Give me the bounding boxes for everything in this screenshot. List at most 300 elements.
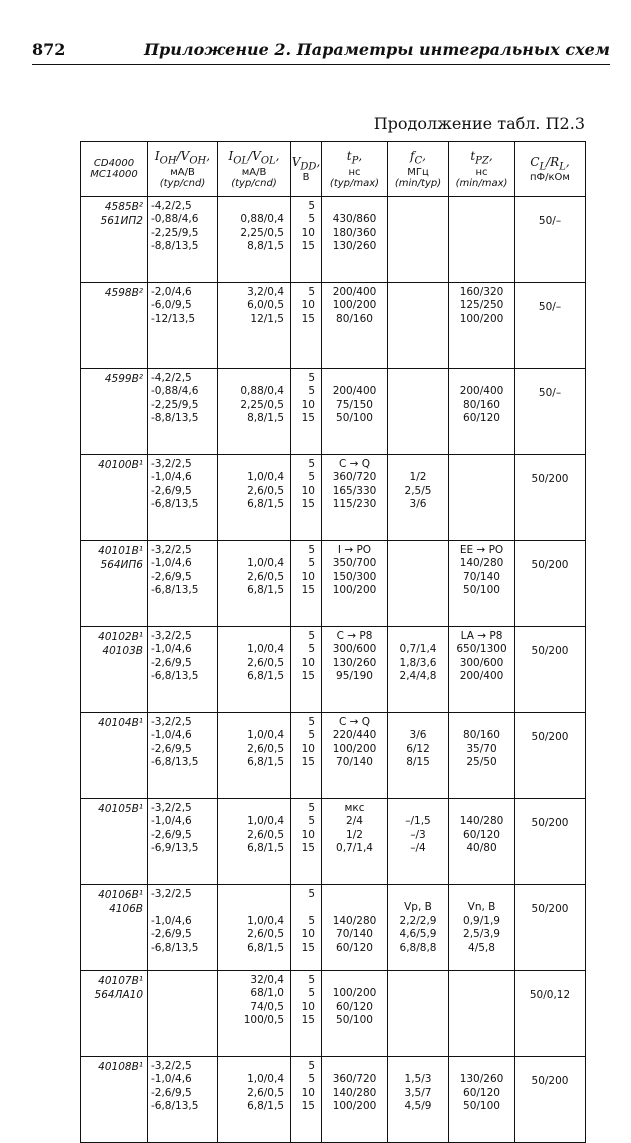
cell-line: 1,5/3: [404, 1073, 432, 1086]
cell-tp: [322, 455, 388, 541]
cell-line: 140/280: [332, 1086, 377, 1099]
cell-line: 5: [308, 213, 315, 226]
cell-line: [322, 888, 387, 901]
cell-line: -1,0/4,6: [151, 1073, 192, 1086]
cell-line: 5: [308, 716, 315, 728]
cell-line: [388, 385, 448, 398]
cell-line: 160/320: [459, 286, 504, 298]
cell-tpz: [449, 541, 515, 627]
cell-line: -3,2/2,5: [151, 544, 192, 556]
cell-line: 40107B¹: [98, 975, 143, 987]
cell-line: 360/720: [332, 471, 377, 484]
cell-tpz: [449, 283, 515, 369]
cell-line: 3/6: [409, 498, 427, 511]
cell-line: 6,8/1,5: [247, 584, 284, 597]
cell-line: 25/50: [466, 756, 497, 769]
cell-line: 12/1,5: [250, 312, 284, 325]
cell-line: [449, 485, 514, 498]
cell-cl-rl: 50/–: [515, 369, 586, 455]
cell-line: 165/330: [332, 484, 377, 497]
cell-line: -2,6/9,5: [151, 928, 192, 941]
cell-line: 350/700: [332, 557, 377, 570]
cell-fc: [388, 455, 449, 541]
cell-line: 564ИП6: [100, 559, 143, 571]
cell-line: [388, 544, 448, 557]
cell-line: -6,8/13,5: [151, 756, 199, 769]
cell-line: 200/400: [459, 670, 504, 683]
cell-line: 10: [301, 1000, 315, 1013]
cell-tpz: [449, 627, 515, 713]
cell-line: 4/5,8: [468, 941, 495, 954]
cell-iol: [218, 799, 291, 885]
parameters-table: [80, 141, 586, 1143]
cell-line: [322, 974, 387, 987]
cell-line: [449, 987, 514, 1000]
cell-line: 70/140: [463, 570, 500, 583]
cell-line: -3,2/2,5: [151, 888, 192, 900]
cell-line: -3,2/2,5: [151, 458, 192, 470]
cell-line: -1,0/4,6: [151, 729, 192, 742]
cell-line: 8,8/1,5: [247, 412, 284, 425]
cell-line: [218, 630, 284, 643]
cell-part: [81, 799, 148, 885]
header-part: CD4000 MC14000: [81, 142, 148, 197]
cell-line: [449, 1060, 514, 1073]
cell-line: 100/200: [332, 299, 377, 312]
cell-tp: [322, 627, 388, 713]
cell-line: -0,88/4,6: [151, 213, 199, 226]
cell-line: -12/13,5: [151, 312, 196, 325]
cell-fc: [388, 627, 449, 713]
cell-line: [218, 372, 284, 385]
cell-line: 100/200: [459, 312, 504, 325]
cell-vdd: [291, 283, 322, 369]
cell-part: [81, 455, 148, 541]
cell-iol: [218, 1057, 291, 1143]
cell-line: -2,6/9,5: [151, 656, 192, 669]
cell-line: 2,4/4,8: [399, 670, 437, 683]
cell-line: -3,2/2,5: [151, 802, 192, 814]
cell-line: 80/160: [336, 312, 373, 325]
cell-line: [388, 286, 448, 299]
cell-line: 130/260: [459, 1073, 504, 1086]
cell-ioh: [148, 713, 218, 799]
cell-line: [449, 1001, 514, 1014]
cell-line: 100/200: [332, 584, 377, 597]
cell-line: [388, 372, 448, 385]
cell-line: 5: [308, 974, 315, 986]
cell-line: 40/80: [466, 842, 497, 855]
cell-line: 1,0/0,4: [247, 471, 284, 484]
cell-vdd: [291, 799, 322, 885]
cell-vdd: [291, 1057, 322, 1143]
cell-line: -1,0/4,6: [151, 471, 192, 484]
cell-line: 3,2/0,4: [247, 286, 284, 298]
header-iol: $I_{OL}/V_{OL}$, мА/В (typ/cnd): [218, 142, 291, 197]
cell-line: [322, 200, 387, 213]
cell-ioh: [148, 541, 218, 627]
cell-tpz: [449, 369, 515, 455]
cell-ioh: [148, 455, 218, 541]
cell-ioh: [148, 369, 218, 455]
cell-line: 4106B: [109, 903, 143, 915]
cell-line: мкс: [344, 802, 365, 814]
cell-line: 6/12: [406, 742, 430, 755]
cell-ioh: [148, 885, 218, 971]
cell-iol: [218, 541, 291, 627]
cell-line: 10: [301, 226, 315, 239]
header-tp: $t_P$, нс (typ/max): [322, 142, 388, 197]
cell-cl-rl: 50/200: [515, 1057, 586, 1143]
cell-part: [81, 971, 148, 1057]
table-caption: Продолжение табл. П2.3: [373, 114, 585, 133]
table-row: [81, 885, 586, 971]
cell-line: [449, 213, 514, 226]
cell-line: 2,6/0,5: [247, 742, 284, 755]
cell-tpz: [449, 885, 515, 971]
cell-line: 5: [308, 1073, 315, 1086]
cell-line: 35/70: [466, 742, 497, 755]
cell-line: Vn, В: [467, 901, 496, 914]
cell-line: 564ЛА10: [94, 989, 143, 1001]
cell-part: [81, 541, 148, 627]
cell-line: [449, 888, 514, 901]
cell-line: 6,8/1,5: [247, 941, 284, 954]
cell-line: [388, 399, 448, 412]
cell-line: 6,8/1,5: [247, 498, 284, 511]
cell-line: 130/260: [332, 240, 377, 253]
cell-line: 15: [301, 498, 315, 511]
cell-line: [388, 240, 448, 253]
cell-line: 3,5/7: [404, 1086, 432, 1099]
table-row: [81, 283, 586, 369]
cell-line: 2,6/0,5: [247, 1086, 284, 1099]
cell-line: 100/200: [332, 1100, 377, 1113]
cell-iol: [218, 369, 291, 455]
cell-line: [388, 1001, 448, 1014]
cell-cl-rl: 50/200: [515, 627, 586, 713]
cell-line: 140/280: [332, 914, 377, 927]
cell-line: [388, 716, 448, 729]
header-vdd: $V_{DD}$, В: [291, 142, 322, 197]
cell-fc: [388, 971, 449, 1057]
cell-line: C → Q: [338, 716, 371, 728]
cell-ioh: [148, 283, 218, 369]
cell-line: 5: [308, 286, 315, 298]
cell-line: 2/4: [346, 815, 363, 828]
cell-iol: [218, 885, 291, 971]
cell-line: [388, 412, 448, 425]
cell-line: [388, 200, 448, 213]
cell-line: 180/360: [332, 226, 377, 239]
cell-line: 140/280: [459, 815, 504, 828]
cell-line: 5: [308, 802, 315, 814]
cell-line: -6,0/9,5: [151, 299, 192, 312]
cell-line: 1/2: [346, 828, 363, 841]
cell-fc: [388, 713, 449, 799]
cell-line: [151, 901, 217, 914]
cell-ioh: [148, 799, 218, 885]
cell-line: 50/100: [336, 412, 373, 425]
cell-line: 40104B¹: [98, 717, 143, 729]
cell-line: 10: [301, 398, 315, 411]
cell-line: 5: [308, 544, 315, 556]
cell-part: [81, 283, 148, 369]
cell-line: LA → P8: [460, 630, 503, 642]
cell-line: -2,6/9,5: [151, 742, 192, 755]
cell-line: Vp, В: [404, 901, 432, 914]
cell-tp: [322, 369, 388, 455]
cell-line: [218, 458, 284, 471]
cell-line: 2,6/0,5: [247, 928, 284, 941]
cell-ioh: [148, 1057, 218, 1143]
cell-line: -1,0/4,6: [151, 557, 192, 570]
cell-line: 15: [301, 312, 315, 325]
cell-line: 40102B¹: [98, 631, 143, 643]
cell-cl-rl: 50/200: [515, 713, 586, 799]
cell-line: EE → PO: [459, 544, 504, 556]
cell-line: -6,8/13,5: [151, 498, 199, 511]
cell-line: [322, 372, 387, 385]
cell-line: 4,6/5,9: [399, 928, 437, 941]
header-cl-rl: $C_L/R_L$, пФ/кОм: [515, 142, 586, 197]
cell-cl-rl: 50/0,12: [515, 971, 586, 1057]
cell-line: 5: [308, 200, 315, 212]
cell-cl-rl: 50/–: [515, 197, 586, 283]
cell-vdd: [291, 713, 322, 799]
cell-line: [388, 584, 448, 597]
cell-line: 6,8/1,5: [247, 756, 284, 769]
cell-line: 5: [308, 643, 315, 656]
cell-line: 1,0/0,4: [247, 557, 284, 570]
cell-fc: [388, 799, 449, 885]
cell-line: 10: [301, 928, 315, 941]
cell-line: 74/0,5: [250, 1000, 284, 1013]
cell-line: 70/140: [336, 756, 373, 769]
cell-line: [218, 802, 284, 815]
cell-tp: [322, 1057, 388, 1143]
cell-line: -0,88/4,6: [151, 385, 199, 398]
cell-line: -8,8/13,5: [151, 412, 199, 425]
cell-line: 95/190: [336, 670, 373, 683]
cell-line: 5: [308, 471, 315, 484]
cell-line: 2,6/0,5: [247, 484, 284, 497]
cell-tp: [322, 799, 388, 885]
cell-line: -4,2/2,5: [151, 372, 192, 384]
cell-line: 15: [301, 1100, 315, 1113]
cell-line: [388, 1060, 448, 1073]
cell-tpz: [449, 1057, 515, 1143]
cell-line: 5: [308, 1060, 315, 1072]
cell-line: 10: [301, 828, 315, 841]
cell-line: 75/150: [336, 398, 373, 411]
cell-line: -6,8/13,5: [151, 584, 199, 597]
cell-line: 40101B¹: [98, 545, 143, 557]
cell-line: [388, 630, 448, 643]
cell-line: [388, 227, 448, 240]
cell-line: 10: [301, 484, 315, 497]
cell-line: 6,8/1,5: [247, 1100, 284, 1113]
cell-tp: [322, 885, 388, 971]
cell-line: [449, 498, 514, 511]
cell-line: 15: [301, 842, 315, 855]
cell-vdd: [291, 971, 322, 1057]
cell-line: -6,8/13,5: [151, 1100, 199, 1113]
cell-line: [449, 974, 514, 987]
cell-cl-rl: 50/200: [515, 885, 586, 971]
cell-line: [449, 200, 514, 213]
cell-line: -2,0/4,6: [151, 286, 192, 298]
cell-line: 1,0/0,4: [247, 1073, 284, 1086]
cell-cl-rl: 50/200: [515, 455, 586, 541]
cell-part: [81, 885, 148, 971]
cell-line: 5: [308, 815, 315, 828]
cell-line: [218, 1060, 284, 1073]
cell-line: 40105B¹: [98, 803, 143, 815]
cell-part: [81, 1057, 148, 1143]
cell-line: -2,6/9,5: [151, 484, 192, 497]
cell-line: 100/200: [332, 742, 377, 755]
cell-line: 60/120: [336, 941, 373, 954]
cell-tpz: [449, 971, 515, 1057]
cell-line: 1,8/3,6: [399, 656, 437, 669]
cell-line: [218, 544, 284, 557]
cell-iol: [218, 713, 291, 799]
cell-tpz: [449, 197, 515, 283]
cell-vdd: [291, 455, 322, 541]
cell-line: 8/15: [406, 756, 430, 769]
cell-line: 4598B²: [104, 287, 143, 299]
cell-line: 4585B²: [104, 201, 143, 213]
cell-line: [151, 1001, 217, 1014]
cell-fc: [388, 197, 449, 283]
table-row: [81, 627, 586, 713]
cell-line: [388, 313, 448, 326]
cell-line: -3,2/2,5: [151, 716, 192, 728]
cell-line: 2,6/0,5: [247, 828, 284, 841]
cell-line: 70/140: [336, 928, 373, 941]
cell-line: 150/300: [332, 570, 377, 583]
cell-part: [81, 369, 148, 455]
cell-line: 2,5/5: [404, 484, 432, 497]
cell-iol: [218, 627, 291, 713]
cell-line: 15: [301, 412, 315, 425]
table-row: [81, 713, 586, 799]
cell-line: 40100B¹: [98, 459, 143, 471]
table-header-row: [81, 142, 586, 197]
cell-line: 68/1,0: [250, 987, 284, 1000]
cell-line: 115/230: [332, 498, 377, 511]
cell-line: 1,0/0,4: [247, 643, 284, 656]
cell-line: -2,25/9,5: [151, 226, 199, 239]
cell-line: 4,5/9: [404, 1100, 432, 1113]
cell-ioh: [148, 627, 218, 713]
cell-line: 5: [308, 458, 315, 470]
cell-vdd: [291, 369, 322, 455]
cell-line: [449, 240, 514, 253]
cell-line: 220/440: [332, 729, 377, 742]
cell-iol: [218, 197, 291, 283]
table-row: [81, 369, 586, 455]
cell-line: [388, 1014, 448, 1027]
cell-line: 5: [308, 385, 315, 398]
cell-line: 0,7/1,4: [399, 643, 437, 656]
cell-fc: [388, 283, 449, 369]
cell-fc: [388, 541, 449, 627]
cell-line: 1,0/0,4: [247, 815, 284, 828]
cell-part: [81, 627, 148, 713]
cell-line: 10: [301, 742, 315, 755]
cell-line: 200/400: [459, 385, 504, 398]
cell-line: 10: [301, 299, 315, 312]
cell-line: 5: [308, 888, 315, 900]
cell-line: [218, 888, 284, 901]
cell-line: –/4: [410, 842, 426, 855]
cell-line: 5: [308, 914, 315, 927]
cell-line: -6,8/13,5: [151, 670, 199, 683]
cell-vdd: [291, 885, 322, 971]
cell-line: 60/120: [463, 412, 500, 425]
table-row: [81, 971, 586, 1057]
cell-line: -1,0/4,6: [151, 914, 192, 927]
cell-line: 5: [308, 630, 315, 642]
cell-line: [449, 802, 514, 815]
cell-ioh: [148, 197, 218, 283]
cell-line: 50/100: [336, 1014, 373, 1027]
cell-line: [449, 471, 514, 484]
cell-tpz: [449, 713, 515, 799]
cell-line: 140/280: [459, 557, 504, 570]
cell-line: 5: [308, 372, 315, 384]
cell-tp: [322, 197, 388, 283]
cell-line: -2,25/9,5: [151, 398, 199, 411]
cell-tpz: [449, 455, 515, 541]
cell-line: 2,6/0,5: [247, 570, 284, 583]
cell-line: [449, 227, 514, 240]
table-row: [81, 455, 586, 541]
cell-line: 60/120: [463, 1086, 500, 1099]
cell-line: 15: [301, 240, 315, 253]
cell-line: 430/860: [332, 213, 377, 226]
cell-line: 6,8/1,5: [247, 670, 284, 683]
header-fc: $f_C$, МГц (min/typ): [388, 142, 449, 197]
cell-line: -2,6/9,5: [151, 1086, 192, 1099]
cell-fc: [388, 885, 449, 971]
cell-line: -3,2/2,5: [151, 630, 192, 642]
cell-line: [388, 213, 448, 226]
cell-line: [449, 458, 514, 471]
cell-line: 10: [301, 1086, 315, 1099]
cell-line: [218, 901, 284, 914]
cell-line: -1,0/4,6: [151, 815, 192, 828]
running-title: Приложение 2. Параметры интегральных схем: [143, 40, 610, 59]
header-tpz: $t_{PZ}$, нс (min/max): [449, 142, 515, 197]
cell-line: 15: [301, 756, 315, 769]
cell-line: [388, 299, 448, 312]
cell-line: 300/600: [332, 643, 377, 656]
cell-line: -2,6/9,5: [151, 828, 192, 841]
cell-vdd: [291, 627, 322, 713]
table-row: [81, 1057, 586, 1143]
cell-line: 0,9/1,9: [463, 914, 500, 927]
cell-line: 15: [301, 941, 315, 954]
cell-cl-rl: 50/200: [515, 541, 586, 627]
cell-line: C → Q: [338, 458, 371, 470]
cell-line: 1,0/0,4: [247, 729, 284, 742]
cell-line: 100/200: [332, 987, 377, 1000]
cell-line: 3/6: [409, 729, 427, 742]
cell-line: -4,2/2,5: [151, 200, 192, 212]
